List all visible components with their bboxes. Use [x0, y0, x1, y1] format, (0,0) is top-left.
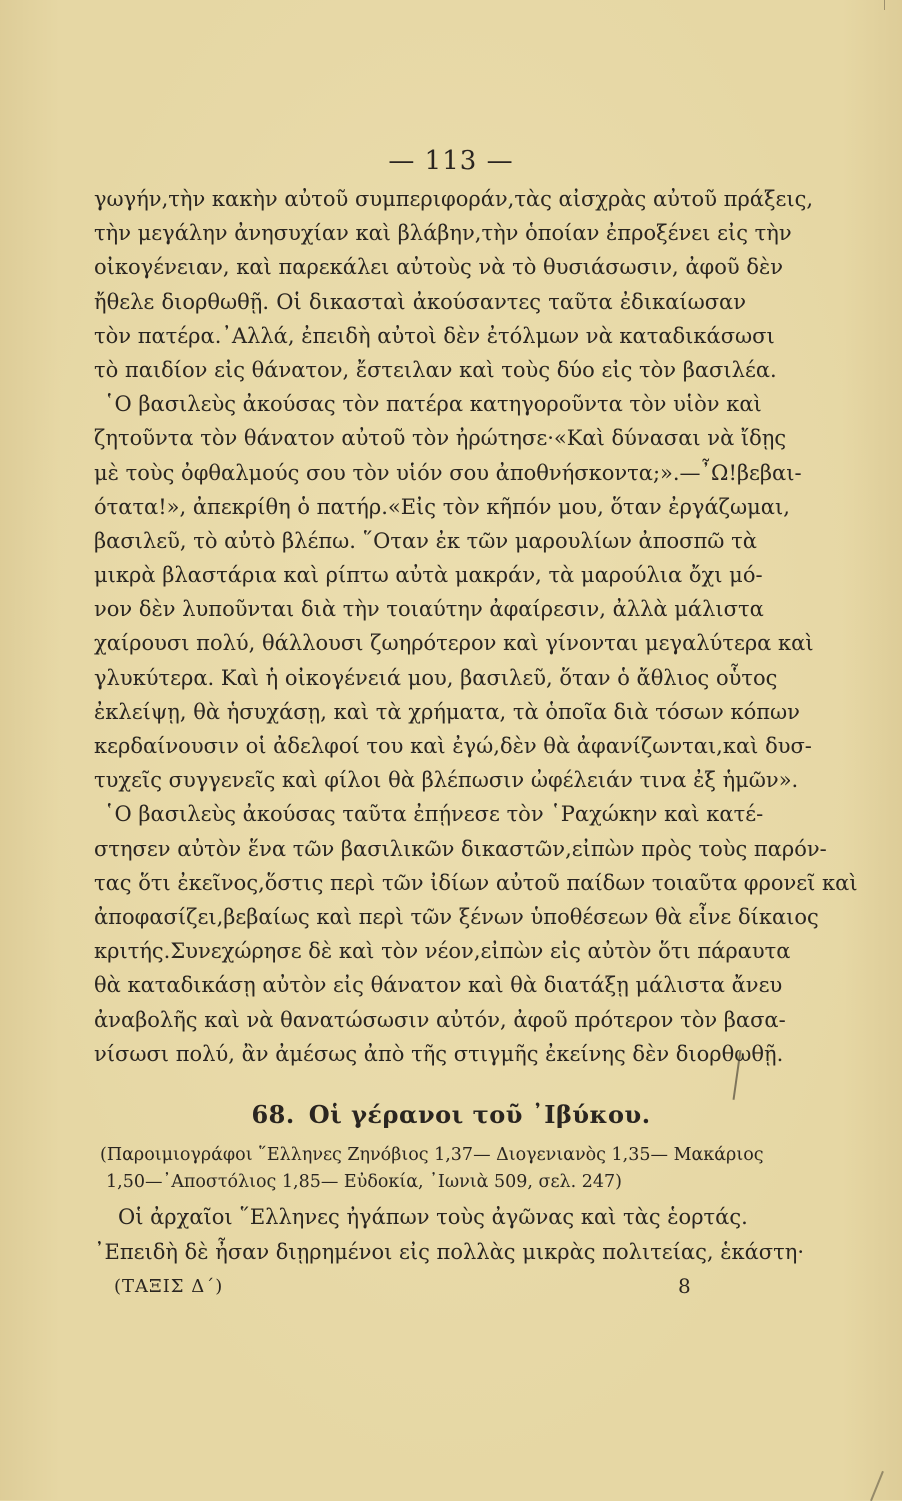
body-text [94, 182, 858, 1071]
text-line: βασιλεῦ, τὸ αὐτὸ βλέπω. ῞Οταν ἐκ τῶν μαρουλίων ἀποσπῶ τὰ [94, 528, 757, 553]
text-line: γλυκύτερα. Καὶ ἡ οἰκογένειά μου, βασιλεῦ, ὅταν ὁ ἄθλιος οὗτος [94, 665, 778, 690]
text-line: ᾿Επειδὴ δὲ ἦσαν διῃρημένοι εἰς πολλὰς μικρὰς πολιτείας, ἑκάστη· [94, 1240, 805, 1264]
text-line: ῾Ο βασιλεὺς ἀκούσας ταῦτα ἐπῄνεσε τὸν ῾Ραχώκην καὶ κατέ- [104, 802, 764, 827]
text-line: ἐκλείψῃ, θὰ ἡσυχάσῃ, καὶ τὰ χρήματα, τὰ ὁποῖα διὰ τόσων κόπων [94, 699, 800, 724]
pencil-mark [870, 1471, 883, 1501]
section-heading [0, 1100, 902, 1129]
sources-line-2: 1,50—᾿Αποστόλιος 1,85— Εὐδοκία, ᾿Ιωνιὰ 509, σελ. 247) [106, 1172, 622, 1192]
page-number: — 113 — [388, 146, 514, 176]
text-line: μὲ τοὺς ὀφθαλμούς σου τὸν υἱόν σου ἀποθνήσκοντα;».—῏Ω!βεβαι- [94, 460, 802, 485]
text-line: χαίρουσι πολύ, θάλλουσι ζωηρότερον καὶ γίνονται μεγαλύτερα καὶ [94, 631, 814, 656]
text-line: ζητοῦντα τὸν θάνατον αὐτοῦ τὸν ἠρώτησε·«Καὶ δύνασαι νὰ ἴδῃς [94, 426, 787, 451]
text-line: νίσωσι πολύ, ἂν ἀμέσως ἀπὸ τῆς στιγμῆς ἐκείνης δὲν διορθωθῇ. [94, 1041, 784, 1066]
text-line: Οἱ ἀρχαῖοι ῞Ελληνες ἠγάπων τοὺς ἀγῶνας καὶ τὰς ἑορτάς. [118, 1205, 748, 1229]
section-title: Οἱ γέρανοι τοῦ ᾿Ιβύκου. [308, 1100, 651, 1129]
text-line: νον δὲν λυποῦνται διὰ τὴν τοιαύτην ἀφαίρεσιν, ἀλλὰ μάλιστα [94, 597, 764, 622]
section-number: 68. [251, 1100, 295, 1129]
sheet-number: 8 [678, 1274, 691, 1298]
text-line: τὸ παιδίον εἰς θάνατον, ἔστειλαν καὶ τοὺς δύο εἰς τὸν βασιλέα. [94, 357, 777, 382]
text-line: γωγήν,τὴν κακὴν αὐτοῦ συμπεριφοράν,τὰς αἰσχρὰς αὐτοῦ πράξεις, [94, 187, 814, 211]
text-line: κριτής.Συνεχώρησε δὲ καὶ τὸν νέον,εἰπὼν εἰς αὐτὸν ὅτι πάραυτα [94, 939, 791, 964]
text-line: ἀποφασίζει,βεβαίως καὶ περὶ τῶν ξένων ὑποθέσεων θὰ εἶνε δίκαιος [94, 904, 819, 929]
text-line: μικρὰ βλαστάρια καὶ ρίπτω αὐτὰ μακράν, τὰ μαρούλια ὄχι μό- [94, 563, 763, 588]
text-line: τας ὅτι ἐκεῖνος,ὅστις περὶ τῶν ἰδίων αὐτοῦ παίδων τοιαῦτα φρονεῖ καὶ [94, 870, 858, 895]
text-line: ῾Ο βασιλεὺς ἀκούσας τὸν πατέρα κατηγοροῦντα τὸν υἱὸν καὶ [104, 392, 762, 417]
text-line: οἰκογένειαν, καὶ παρεκάλει αὐτοὺς νὰ τὸ θυσιάσωσιν, ἀφοῦ δὲν [94, 255, 784, 280]
text-line: στησεν αὐτὸν ἕνα τῶν βασιλικῶν δικαστῶν,εἰπὼν πρὸς τοὺς παρόν- [94, 836, 827, 861]
printer-signature: (ΤΑΞΙΣ Δ΄) [114, 1276, 224, 1297]
text-line: θὰ καταδικάσῃ αὐτὸν εἰς θάνατον καὶ θὰ διατάξῃ μάλιστα ἄνευ [94, 973, 783, 998]
pencil-mark [884, 0, 885, 10]
text-line: τὸν πατέρα.᾿Αλλά, ἐπειδὴ αὐτοὶ δὲν ἐτόλμων νὰ καταδικάσωσι [94, 323, 775, 348]
text-line: κερδαίνουσιν οἱ ἀδελφοί του καὶ ἐγώ,δὲν θὰ ἀφανίζωνται,καὶ δυσ- [94, 734, 812, 758]
text-line: ότατα!», ἀπεκρίθη ὁ πατήρ.«Εἰς τὸν κῆπόν μου, ὅταν ἐργάζωμαι, [94, 494, 790, 519]
text-line: ἀναβολῆς καὶ νὰ θανατώσωσιν αὐτόν, ἀφοῦ πρότερον τὸν βασα- [94, 1007, 786, 1032]
text-line: τὴν μεγάλην ἀνησυχίαν καὶ βλάβην,τὴν ὁποίαν ἐπροξένει εἰς τὴν [94, 221, 792, 246]
text-line: τυχεῖς συγγενεῖς καὶ φίλοι θὰ βλέπωσιν ὠφέλειάν τινα ἐξ ἡμῶν». [94, 768, 799, 793]
text-line: ἤθελε διορθωθῇ. Οἱ δικασταὶ ἀκούσαντες ταῦτα ἐδικαίωσαν [94, 289, 746, 314]
sources-line-1: (Παροιμιογράφοι ῞Ελληνες Ζηνόβιος 1,37— Διογενιανὸς 1,35— Μακάριος [100, 1145, 764, 1165]
